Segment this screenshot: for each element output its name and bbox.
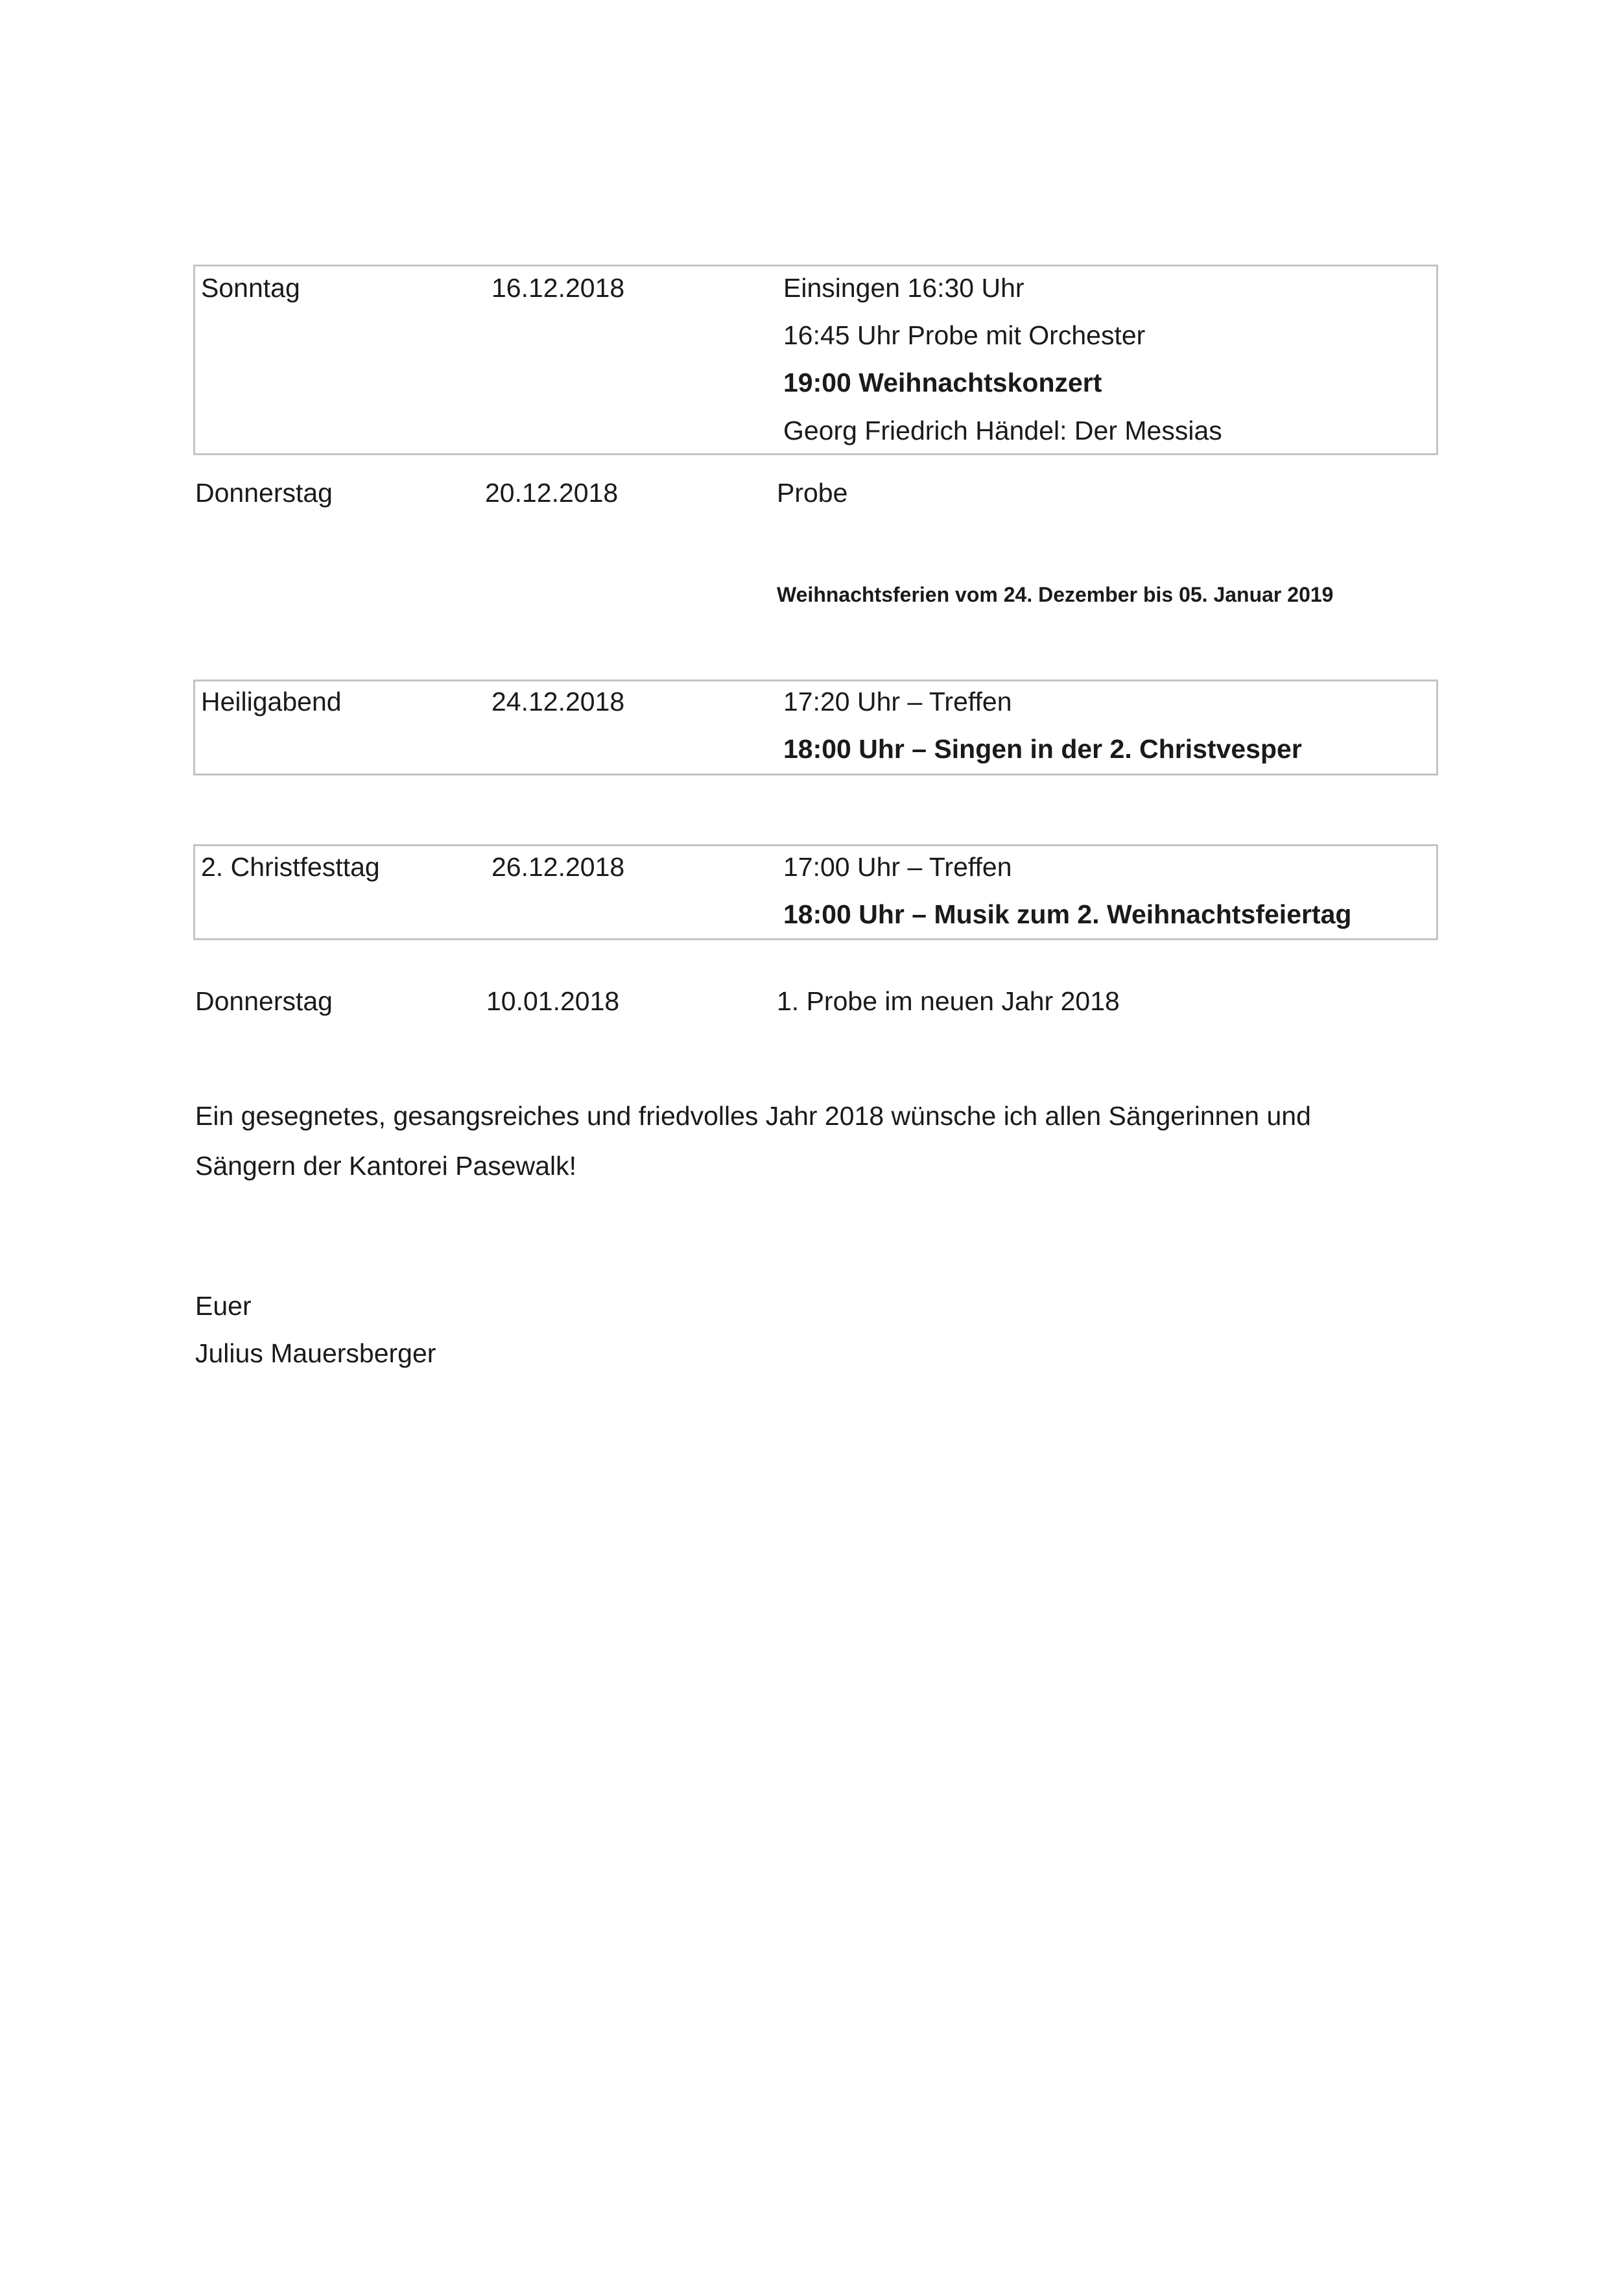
event-line-highlight: 18:00 Uhr – Singen in der 2. Christvesper <box>783 734 1302 764</box>
event-date-heiligabend: 24.12.2018 <box>491 687 625 716</box>
holiday-note: Weihnachtsferien vom 24. Dezember bis 05. Januar 2019 <box>777 583 1334 606</box>
event-date-christfesttag: 26.12.2018 <box>491 852 625 882</box>
event-day-christfesttag: 2. Christfesttag <box>201 852 380 882</box>
signature-salutation: Euer <box>195 1291 252 1321</box>
event-line: Georg Friedrich Händel: Der Messias <box>783 416 1222 445</box>
event-line: Einsingen 16:30 Uhr <box>783 273 1024 303</box>
event-day-donnerstag: Donnerstag <box>195 986 333 1016</box>
event-line-highlight: 19:00 Weihnachtskonzert <box>783 368 1102 397</box>
event-day-donnerstag: Donnerstag <box>195 478 333 508</box>
event-text-donnerstag: Probe <box>777 478 848 508</box>
event-date-donnerstag: 10.01.2018 <box>486 986 620 1016</box>
signature-name: Julius Mauersberger <box>195 1338 436 1368</box>
event-text-donnerstag: 1. Probe im neuen Jahr 2018 <box>777 986 1120 1016</box>
event-date-sonntag: 16.12.2018 <box>491 273 625 303</box>
event-line: 17:20 Uhr – Treffen <box>783 687 1012 716</box>
event-day-heiligabend: Heiligabend <box>201 687 342 716</box>
event-date-donnerstag: 20.12.2018 <box>485 478 619 508</box>
greeting-line: Ein gesegnetes, gesangsreiches und friedvolles Jahr 2018 wünsche ich allen Sängerinnen und <box>195 1101 1311 1131</box>
event-line: 17:00 Uhr – Treffen <box>783 852 1012 882</box>
event-day-sonntag: Sonntag <box>201 273 300 303</box>
greeting-line: Sängern der Kantorei Pasewalk! <box>195 1151 577 1181</box>
event-line: 16:45 Uhr Probe mit Orchester <box>783 320 1146 350</box>
event-line-highlight: 18:00 Uhr – Musik zum 2. Weihnachtsfeiertag <box>783 899 1352 929</box>
